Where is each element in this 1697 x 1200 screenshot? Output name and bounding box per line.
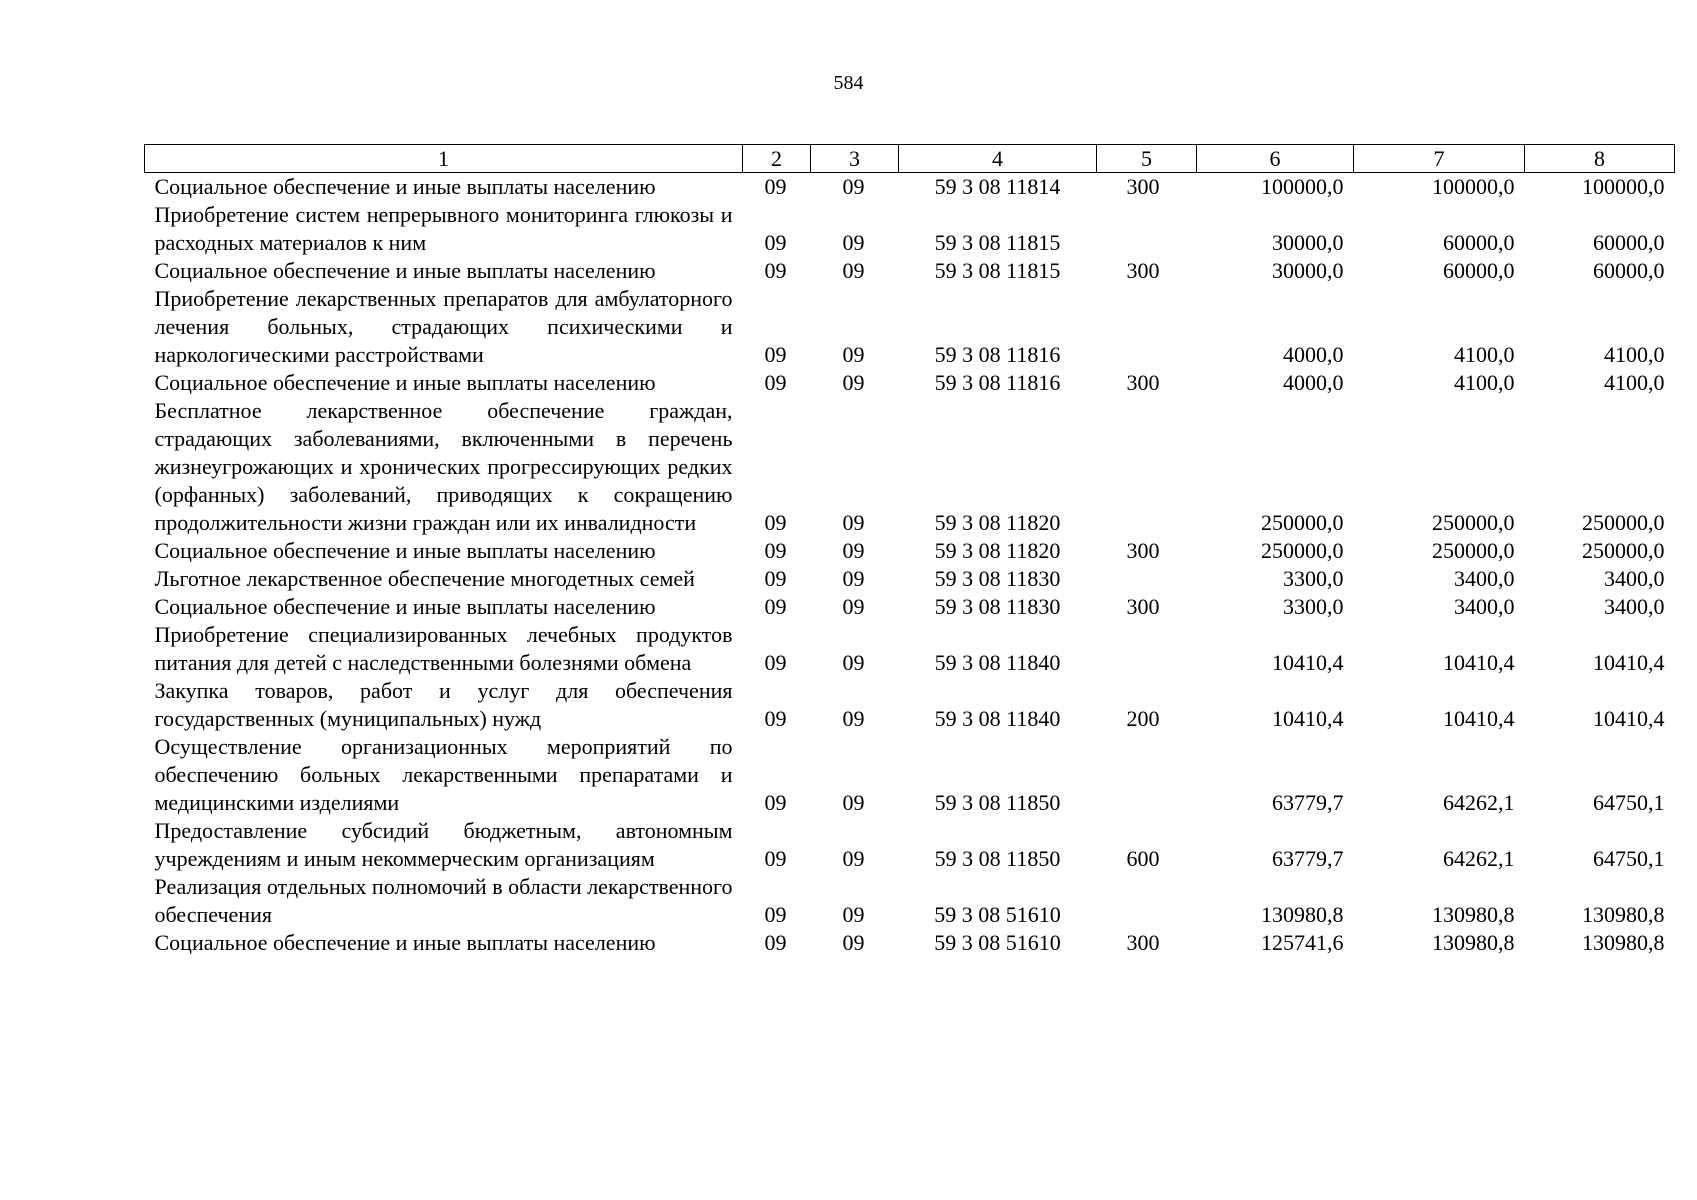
amount-col-6: 3300,0 — [1283, 566, 1344, 591]
amount-col-6: 3300,0 — [1283, 594, 1344, 619]
item-name: Предоставление субсидий бюджетным, автономным учреждениям и иным некоммерческим организациям — [154, 818, 733, 871]
target-article-code: 59 3 08 11820 — [934, 538, 1061, 563]
amount-col-7: 3400,0 — [1454, 566, 1515, 591]
column-header: 7 — [1354, 145, 1525, 173]
amount-col-8: 250000,0 — [1582, 510, 1665, 535]
item-name: Социальное обеспечение и иные выплаты населению — [154, 258, 656, 283]
item-name: Реализация отдельных полномочий в области лекарственного обеспечения — [154, 874, 733, 927]
table-row — [145, 817, 1675, 873]
subsection-code: 09 — [842, 258, 865, 283]
column-header: 3 — [811, 145, 899, 173]
table-row — [145, 285, 1675, 369]
column-header: 8 — [1525, 145, 1675, 173]
item-name: Приобретение специализированных лечебных продуктов питания для детей с наследственными болезнями обмена — [154, 622, 733, 675]
subsection-code: 09 — [842, 930, 865, 955]
item-name: Приобретение лекарственных препаратов для амбулаторного лечения больных, страдающих психическими и наркологическими расстройствами — [154, 286, 733, 367]
amount-col-8: 60000,0 — [1593, 258, 1665, 283]
amount-col-7: 250000,0 — [1432, 538, 1515, 563]
table-row — [145, 201, 1675, 257]
amount-col-8: 130980,8 — [1582, 902, 1665, 927]
column-header: 4 — [899, 145, 1097, 173]
amount-col-6: 30000,0 — [1272, 258, 1344, 283]
amount-col-6: 250000,0 — [1261, 510, 1344, 535]
expense-type-code: 300 — [1126, 930, 1160, 955]
section-code: 09 — [764, 650, 787, 675]
subsection-code: 09 — [842, 538, 865, 563]
amount-col-7: 64262,1 — [1443, 846, 1515, 871]
expense-type-code — [1097, 397, 1197, 537]
section-code: 09 — [764, 846, 787, 871]
item-name: Социальное обеспечение и иные выплаты населению — [154, 538, 656, 563]
subsection-code: 09 — [842, 174, 865, 199]
amount-col-6: 100000,0 — [1261, 174, 1344, 199]
section-code: 09 — [764, 790, 787, 815]
section-code: 09 — [764, 566, 787, 591]
amount-col-6: 63779,7 — [1272, 846, 1344, 871]
amount-col-8: 3400,0 — [1604, 566, 1665, 591]
amount-col-7: 10410,4 — [1443, 706, 1515, 731]
item-name: Социальное обеспечение и иные выплаты населению — [154, 370, 656, 395]
amount-col-8: 10410,4 — [1593, 706, 1665, 731]
section-code: 09 — [764, 510, 787, 535]
subsection-code: 09 — [842, 846, 865, 871]
amount-col-7: 130980,8 — [1432, 930, 1515, 955]
table-row — [145, 929, 1675, 957]
amount-col-6: 4000,0 — [1283, 342, 1344, 367]
subsection-code: 09 — [842, 566, 865, 591]
amount-col-8: 4100,0 — [1604, 342, 1665, 367]
table-row — [145, 677, 1675, 733]
item-name: Льготное лекарственное обеспечение многодетных семей — [154, 566, 695, 591]
amount-col-8: 250000,0 — [1582, 538, 1665, 563]
table-row — [145, 593, 1675, 621]
page-number: 584 — [833, 72, 864, 94]
expense-type-code: 300 — [1126, 258, 1160, 283]
amount-col-7: 4100,0 — [1454, 342, 1515, 367]
subsection-code: 09 — [842, 706, 865, 731]
amount-col-7: 4100,0 — [1454, 370, 1515, 395]
target-article-code: 59 3 08 11850 — [934, 846, 1061, 871]
section-code: 09 — [764, 930, 787, 955]
amount-col-6: 130980,8 — [1261, 902, 1344, 927]
amount-col-6: 30000,0 — [1272, 230, 1344, 255]
amount-col-7: 60000,0 — [1443, 258, 1515, 283]
item-name: Осуществление организационных мероприятий по обеспечению больных лекарственными препаратами и медицинскими изделиями — [154, 734, 733, 815]
expense-type-code: 200 — [1126, 706, 1160, 731]
table-row — [145, 621, 1675, 677]
column-header: 5 — [1097, 145, 1197, 173]
subsection-code: 09 — [842, 594, 865, 619]
item-name: Социальное обеспечение и иные выплаты населению — [154, 594, 656, 619]
expense-type-code: 300 — [1126, 538, 1160, 563]
expense-type-code — [1097, 285, 1197, 369]
section-code: 09 — [764, 258, 787, 283]
target-article-code: 59 3 08 11840 — [934, 650, 1061, 675]
column-header: 6 — [1197, 145, 1354, 173]
amount-col-7: 250000,0 — [1432, 510, 1515, 535]
amount-col-7: 10410,4 — [1443, 650, 1515, 675]
amount-col-8: 10410,4 — [1593, 650, 1665, 675]
section-code: 09 — [764, 230, 787, 255]
amount-col-7: 3400,0 — [1454, 594, 1515, 619]
subsection-code: 09 — [842, 902, 865, 927]
expense-type-code: 300 — [1126, 370, 1160, 395]
expense-type-code — [1097, 873, 1197, 929]
amount-col-6: 10410,4 — [1272, 706, 1344, 731]
target-article-code: 59 3 08 11816 — [934, 342, 1061, 367]
target-article-code: 59 3 08 11816 — [934, 370, 1061, 395]
section-code: 09 — [764, 538, 787, 563]
subsection-code: 09 — [842, 342, 865, 367]
amount-col-8: 100000,0 — [1582, 174, 1665, 199]
target-article-code: 59 3 08 11815 — [934, 230, 1061, 255]
target-article-code: 59 3 08 51610 — [934, 902, 1061, 927]
table-row — [145, 257, 1675, 285]
target-article-code: 59 3 08 51610 — [934, 930, 1061, 955]
table-row — [145, 397, 1675, 537]
section-code: 09 — [764, 902, 787, 927]
amount-col-8: 64750,1 — [1593, 790, 1665, 815]
target-article-code: 59 3 08 11814 — [934, 174, 1061, 199]
target-article-code: 59 3 08 11815 — [934, 258, 1061, 283]
subsection-code: 09 — [842, 790, 865, 815]
subsection-code: 09 — [842, 230, 865, 255]
section-code: 09 — [764, 706, 787, 731]
amount-col-8: 130980,8 — [1582, 930, 1665, 955]
header-row — [145, 145, 1675, 173]
amount-col-6: 250000,0 — [1261, 538, 1344, 563]
amount-col-7: 130980,8 — [1432, 902, 1515, 927]
budget-table — [144, 144, 1675, 957]
table-row — [145, 173, 1675, 202]
expense-type-code — [1097, 201, 1197, 257]
expense-type-code — [1097, 733, 1197, 817]
table-row — [145, 369, 1675, 397]
table-body — [145, 173, 1675, 958]
amount-col-8: 60000,0 — [1593, 230, 1665, 255]
target-article-code: 59 3 08 11850 — [934, 790, 1061, 815]
section-code: 09 — [764, 174, 787, 199]
item-name: Бесплатное лекарственное обеспечение граждан, страдающих заболеваниями, включенными в перечень жизнеугрожающих и хронических прогрессирующих редких (орфанных) заболеваний, приводящих к сокращению продолжительности жизни граждан или их инвалидности — [154, 398, 733, 535]
expense-type-code — [1097, 621, 1197, 677]
item-name: Социальное обеспечение и иные выплаты населению — [154, 930, 656, 955]
target-article-code: 59 3 08 11830 — [934, 566, 1061, 591]
item-name: Приобретение систем непрерывного мониторинга глюкозы и расходных материалов к ним — [154, 202, 733, 255]
amount-col-8: 4100,0 — [1604, 370, 1665, 395]
amount-col-8: 3400,0 — [1604, 594, 1665, 619]
amount-col-7: 100000,0 — [1432, 174, 1515, 199]
amount-col-6: 63779,7 — [1272, 790, 1344, 815]
subsection-code: 09 — [842, 650, 865, 675]
column-header: 2 — [743, 145, 811, 173]
amount-col-8: 64750,1 — [1593, 846, 1665, 871]
table-row — [145, 537, 1675, 565]
subsection-code: 09 — [842, 370, 865, 395]
expense-type-code: 600 — [1126, 846, 1160, 871]
section-code: 09 — [764, 342, 787, 367]
target-article-code: 59 3 08 11820 — [934, 510, 1061, 535]
amount-col-6: 125741,6 — [1261, 930, 1344, 955]
amount-col-7: 64262,1 — [1443, 790, 1515, 815]
amount-col-6: 4000,0 — [1283, 370, 1344, 395]
target-article-code: 59 3 08 11840 — [934, 706, 1061, 731]
column-header: 1 — [145, 145, 743, 173]
table-row — [145, 565, 1675, 593]
expense-type-code: 300 — [1126, 174, 1160, 199]
amount-col-6: 10410,4 — [1272, 650, 1344, 675]
subsection-code: 09 — [842, 510, 865, 535]
amount-col-7: 60000,0 — [1443, 230, 1515, 255]
item-name: Закупка товаров, работ и услуг для обеспечения государственных (муниципальных) нужд — [154, 678, 733, 731]
expense-type-code: 300 — [1126, 594, 1160, 619]
section-code: 09 — [764, 370, 787, 395]
item-name: Социальное обеспечение и иные выплаты населению — [154, 174, 656, 199]
section-code: 09 — [764, 594, 787, 619]
table-row — [145, 733, 1675, 817]
table-row — [145, 873, 1675, 929]
expense-type-code — [1097, 565, 1197, 593]
target-article-code: 59 3 08 11830 — [934, 594, 1061, 619]
